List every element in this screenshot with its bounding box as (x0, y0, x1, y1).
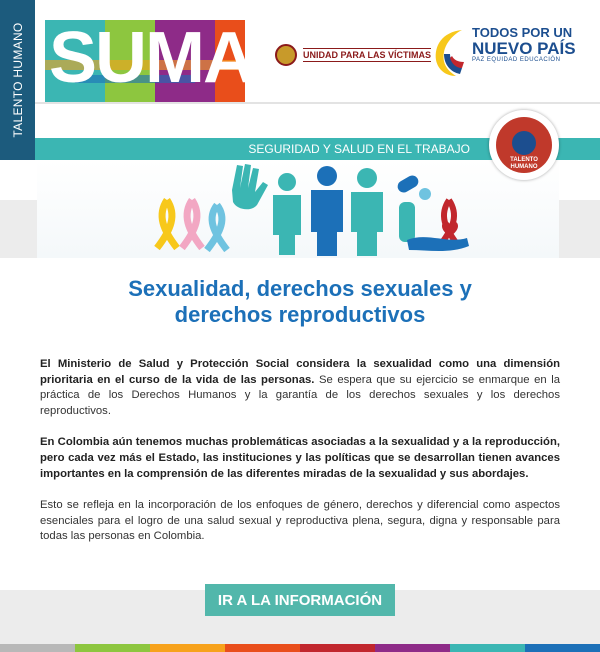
tricolor-swoosh-icon (432, 26, 468, 78)
paragraph-1-rest: Se espera que su ejercicio se enmarque en la práctica de los Derechos Humanos y la garantía de los derechos sexuales y los derechos reproductivos. (40, 373, 560, 417)
color-stripe (0, 644, 600, 652)
section-band-label: SEGURIDAD Y SALUD EN EL TRABAJO (248, 142, 470, 156)
paragraph-3: Esto se refleja en la incorporación de los enfoques de género, derechos y diferencial como aspectos esenciales para el logro de una salud sexual y reproductiva plena, segura, digna y responsable para todas las personas en Colombia. (40, 499, 560, 543)
stripe-segment (0, 644, 75, 652)
paragraph-1-bold: El Ministerio de Salud y Protección Social considera la sexualidad como una dimensión prioritaria en el curso de la vida de las personas. (40, 358, 560, 386)
side-tab (0, 0, 35, 160)
stripe-segment (150, 644, 225, 652)
hand-heart-icon (407, 222, 469, 252)
title-line1: Sexualidad, derechos sexuales y (128, 276, 472, 301)
unidad-label: UNIDAD PARA LAS VÍCTIMAS (303, 50, 431, 60)
suma-brand-text: SUMA (49, 18, 253, 98)
awareness-ribbons-icon (157, 200, 227, 250)
paragraph-1 (40, 357, 560, 419)
title-line2: derechos reproductivos (174, 302, 426, 327)
stripe-segment (375, 644, 450, 652)
badge-label: TALENTO HUMANO (510, 157, 538, 170)
todos-line1: TODOS POR UN (472, 25, 573, 40)
person-icon (512, 131, 536, 155)
colombia-crest-icon (275, 44, 297, 66)
paragraph-2: En Colombia aún tenemos muchas problemáticas asociadas a la sexualidad y a la reproducción, pero cada vez más el Estado, las instituciones y las políticas que se desarrollan tienen avances importantes en la comprensión de las diferentes miradas de la sexualidad y sus abordajes. (40, 436, 560, 480)
todos-line2: NUEVO PAÍS (472, 38, 576, 58)
stripe-segment (75, 644, 150, 652)
raised-hand-icon (232, 164, 268, 209)
pills-icon (395, 173, 431, 242)
side-tab-label: TALENTO HUMANO (10, 22, 25, 138)
talento-humano-badge (489, 110, 559, 180)
todos-por-un-nuevo-pais-logo (432, 26, 576, 78)
stripe-segment (450, 644, 525, 652)
article-body (40, 357, 560, 561)
stripe-segment (300, 644, 375, 652)
stripe-segment (525, 644, 600, 652)
article-title (40, 276, 560, 328)
ir-a-la-informacion-button[interactable]: IR A LA INFORMACIÓN (205, 584, 395, 616)
unidad-victimas-logo (275, 44, 431, 66)
stripe-segment (225, 644, 300, 652)
people-group-icon (273, 166, 383, 256)
health-illustration (37, 160, 559, 258)
todos-line3: PAZ EQUIDAD EDUCACIÓN (472, 57, 561, 64)
